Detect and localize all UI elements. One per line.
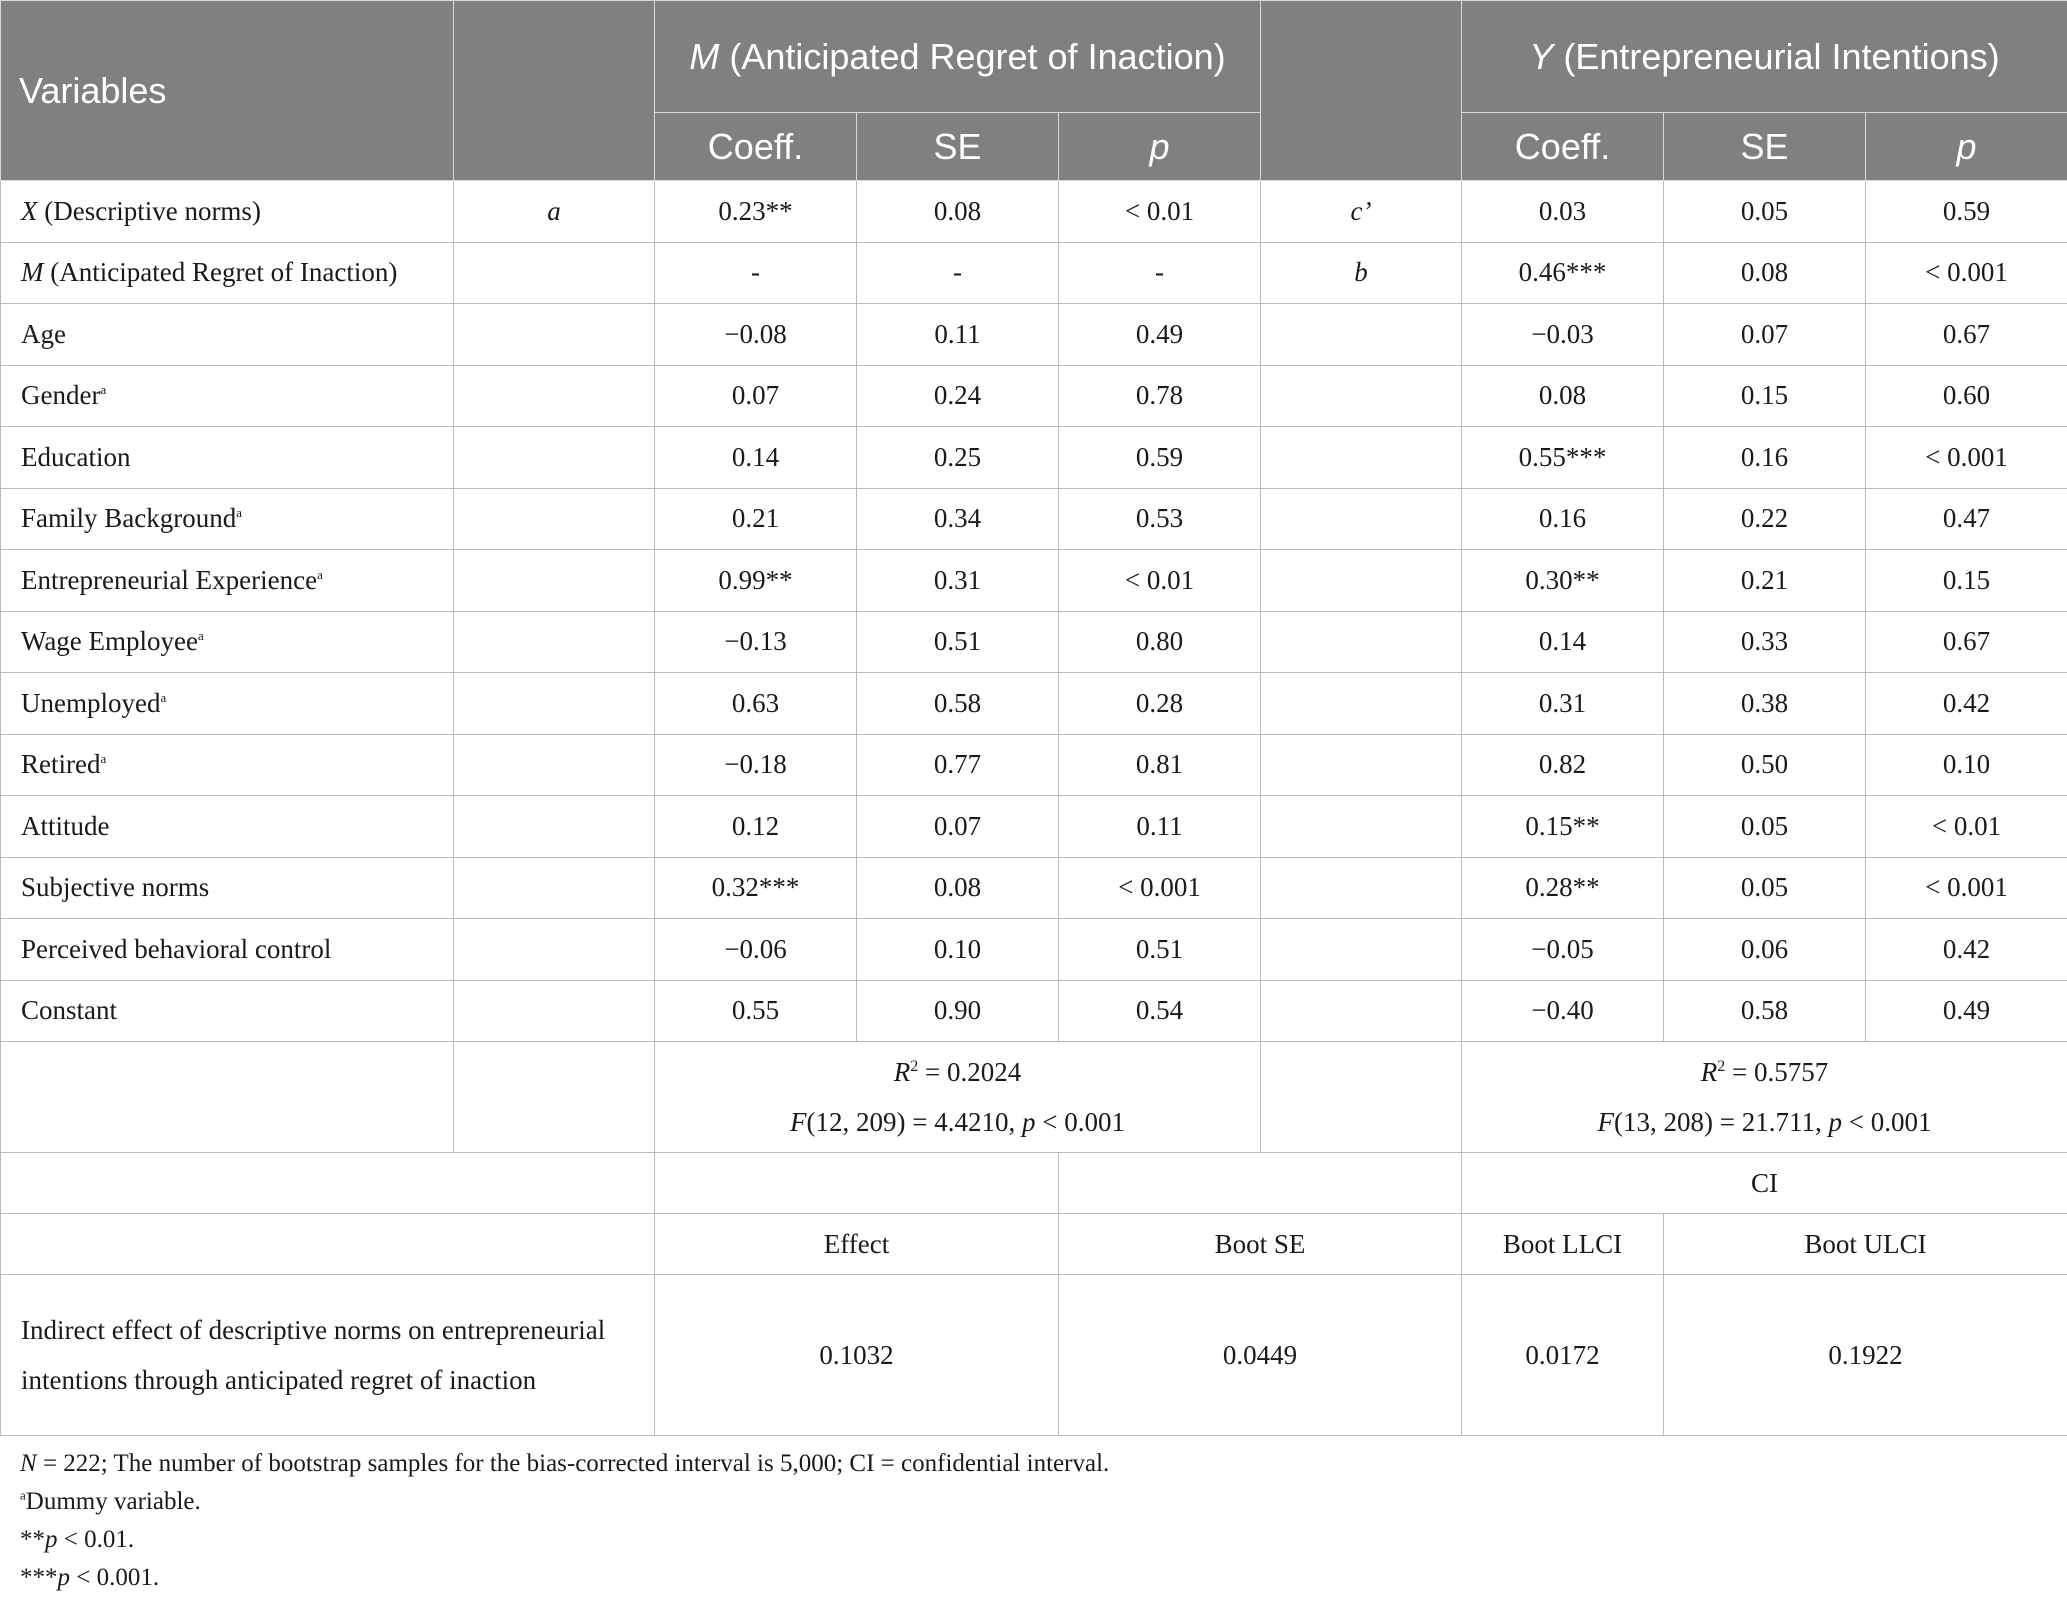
dummy-marker: a [236,505,243,521]
table-row [1,796,2067,858]
path-y-cell: c’ [1261,181,1462,243]
table-row [1,550,2067,612]
row-label-text: Wage Employee [21,626,199,657]
effect-header: Effect [655,1214,1059,1275]
m-se-cell: 0.58 [857,673,1059,735]
row-label-text: Family Background [21,503,237,534]
row-label [1,734,454,796]
m-p-cell: < 0.01 [1059,181,1261,243]
table-row [1,365,2067,427]
y-coeff-cell: 0.31 [1462,673,1664,735]
y-se-cell: 0.05 [1664,857,1866,919]
m-p-cell: 0.53 [1059,488,1261,550]
header-m-label: (Anticipated Regret of Inaction) [729,35,1226,77]
y-p-cell: 0.60 [1866,365,2067,427]
y-coeff-cell: 0.03 [1462,181,1664,243]
ci-header-row [1,1153,2067,1214]
y-coeff-cell: 0.46*** [1462,242,1664,304]
m-p-cell: < 0.01 [1059,550,1261,612]
y-coeff-cell: 0.55*** [1462,427,1664,489]
path-y-cell [1261,857,1462,919]
header-y-se: SE [1664,113,1866,181]
path-m-cell [454,304,655,366]
ci-blank-label [1,1153,655,1214]
table-row [1,673,2067,735]
y-p-cell: 0.42 [1866,919,2067,981]
dummy-marker: a [317,566,323,582]
row-label [1,365,454,427]
header-m-p: p [1059,113,1261,181]
y-p-cell: < 0.001 [1866,857,2067,919]
dummy-marker: a [160,689,167,705]
table-row [1,304,2067,366]
y-se-cell: 0.22 [1664,488,1866,550]
m-se-cell: 0.24 [857,365,1059,427]
path-m-cell [454,427,655,489]
m-se-cell: 0.07 [857,796,1059,858]
m-p-cell: 0.59 [1059,427,1261,489]
ci-blank-effect [655,1153,1059,1214]
note-p01: **p < 0.01. [20,1526,135,1553]
table-row [1,488,2067,550]
path-m-cell [454,857,655,919]
y-p-cell: 0.10 [1866,734,2067,796]
y-se-cell: 0.38 [1664,673,1866,735]
path-m-cell [454,796,655,858]
y-se-cell: 0.16 [1664,427,1866,489]
row-label [1,242,454,304]
m-p-cell: 0.54 [1059,980,1261,1042]
note-p001: ***p < 0.001. [20,1564,160,1591]
m-f-statistic: F(12, 209) = 4.4210, p < 0.001 [790,1107,1125,1137]
m-p-cell: 0.81 [1059,734,1261,796]
dummy-marker: a [100,382,107,398]
table-row [1,857,2067,919]
table-row [1,181,2067,243]
ci-blank-se [1059,1153,1462,1214]
m-se-cell: 0.10 [857,919,1059,981]
table-row [1,980,2067,1042]
y-p-cell: < 0.001 [1866,427,2067,489]
path-y-cell [1261,673,1462,735]
m-se-cell: 0.25 [857,427,1059,489]
path-m-cell [454,242,655,304]
m-p-cell: 0.51 [1059,919,1261,981]
row-label-text: (Anticipated Regret of Inaction) [50,257,398,288]
m-coeff-cell: −0.18 [655,734,857,796]
m-se-cell: 0.34 [857,488,1059,550]
path-y-cell [1261,796,1462,858]
header-m-se: SE [857,113,1059,181]
boot-se-value: 0.0449 [1059,1275,1462,1436]
y-se-cell: 0.08 [1664,242,1866,304]
m-se-cell: 0.08 [857,181,1059,243]
m-p-cell: - [1059,242,1261,304]
m-p-cell: 0.80 [1059,611,1261,673]
m-coeff-cell: 0.63 [655,673,857,735]
path-y-cell [1261,365,1462,427]
m-p-cell: < 0.001 [1059,857,1261,919]
y-p-cell: 0.15 [1866,550,2067,612]
table-row [1,734,2067,796]
indirect-effect-row [1,1275,2067,1436]
m-p-cell: 0.11 [1059,796,1261,858]
y-f-statistic: F(13, 208) = 21.711, p < 0.001 [1597,1107,1932,1137]
path-y-cell [1261,488,1462,550]
row-label [1,181,454,243]
header-y-label: (Entrepreneurial Intentions) [1563,35,2000,77]
m-coeff-cell: 0.12 [655,796,857,858]
path-y-cell [1261,550,1462,612]
header-m-letter: M [689,35,720,77]
header-y-coeff: Coeff. [1462,113,1664,181]
y-model-fit [1462,1042,2067,1153]
path-m-cell [454,980,655,1042]
y-coeff-cell: −0.40 [1462,980,1664,1042]
m-se-cell: 0.51 [857,611,1059,673]
table-row [1,242,2067,304]
path-m-cell [454,734,655,796]
boot-se-header: Boot SE [1059,1214,1462,1275]
m-coeff-cell: −0.08 [655,304,857,366]
path-y-cell [1261,734,1462,796]
row-label: Constant [1,980,454,1042]
row-label: Education [1,427,454,489]
y-coeff-cell: 0.16 [1462,488,1664,550]
table-notes [20,1445,2040,1597]
path-y-cell [1261,611,1462,673]
row-label: Perceived behavioral control [1,919,454,981]
y-coeff-cell: −0.03 [1462,304,1664,366]
y-p-cell: 0.47 [1866,488,2067,550]
m-coeff-cell: 0.55 [655,980,857,1042]
table-row [1,611,2067,673]
m-coeff-cell: 0.21 [655,488,857,550]
row-label-letter: X [21,195,38,226]
y-se-cell: 0.33 [1664,611,1866,673]
y-coeff-cell: 0.28** [1462,857,1664,919]
header-blank-path-m [454,1,655,181]
m-se-cell: 0.31 [857,550,1059,612]
path-m-cell [454,673,655,735]
m-coeff-cell: −0.06 [655,919,857,981]
m-coeff-cell: - [655,242,857,304]
row-label-text: (Descriptive norms) [44,195,261,226]
row-label: Subjective norms [1,857,454,919]
table-body [1,181,2067,1436]
path-m-cell [454,611,655,673]
y-se-cell: 0.15 [1664,365,1866,427]
m-coeff-cell: −0.13 [655,611,857,673]
table-row [1,919,2067,981]
header-m-group [655,1,1261,113]
y-p-cell: < 0.01 [1866,796,2067,858]
header-y-letter: Y [1529,35,1554,77]
indirect-header-row [1,1214,2067,1275]
y-se-cell: 0.05 [1664,796,1866,858]
y-se-cell: 0.50 [1664,734,1866,796]
y-p-cell: 0.59 [1866,181,2067,243]
row-label: Attitude [1,796,454,858]
m-p-cell: 0.78 [1059,365,1261,427]
row-label-text: Unemployed [21,687,161,718]
m-se-cell: 0.90 [857,980,1059,1042]
y-coeff-cell: 0.82 [1462,734,1664,796]
fit-blank-label [1,1042,454,1153]
row-label [1,611,454,673]
fit-blank-path-y [1261,1042,1462,1153]
boot-llci-value: 0.0172 [1462,1275,1664,1436]
header-m-coeff: Coeff. [655,113,857,181]
m-se-cell: 0.77 [857,734,1059,796]
row-label-text: Gender [21,380,101,411]
header-blank-path-y [1261,1,1462,181]
y-se-cell: 0.06 [1664,919,1866,981]
y-r-squared: $R^2 = 0.5757$ [1700,1057,1829,1087]
m-coeff-cell: 0.32*** [655,857,857,919]
path-m-cell [454,919,655,981]
effect-value: 0.1032 [655,1275,1059,1436]
m-p-cell: 0.28 [1059,673,1261,735]
y-coeff-cell: 0.15** [1462,796,1664,858]
y-coeff-cell: 0.30** [1462,550,1664,612]
path-m-cell [454,550,655,612]
path-y-cell [1261,427,1462,489]
path-m-cell: a [454,181,655,243]
m-coeff-cell: 0.14 [655,427,857,489]
path-y-cell: b [1261,242,1462,304]
table-header [1,1,2067,181]
row-label [1,550,454,612]
indirect-effect-label: Indirect effect of descriptive norms on entrepreneurial intentions through anticipated regret of inaction [1,1275,655,1436]
path-y-cell [1261,980,1462,1042]
table-row [1,427,2067,489]
y-p-cell: 0.67 [1866,304,2067,366]
note-sample-size: N = 222; The number of bootstrap samples for the bias-corrected interval is 5,000; CI = confidential interval. [20,1450,1110,1477]
row-label-letter: M [21,257,44,288]
m-coeff-cell: 0.23** [655,181,857,243]
m-coeff-cell: 0.07 [655,365,857,427]
row-label [1,673,454,735]
boot-ulci-header: Boot ULCI [1664,1214,2067,1275]
y-coeff-cell: −0.05 [1462,919,1664,981]
y-se-cell: 0.07 [1664,304,1866,366]
boot-llci-header: Boot LLCI [1462,1214,1664,1275]
note-dummy: $^a$Dummy variable. [20,1487,201,1515]
y-p-cell: 0.67 [1866,611,2067,673]
row-label: Age [1,304,454,366]
y-se-cell: 0.05 [1664,181,1866,243]
y-coeff-cell: 0.08 [1462,365,1664,427]
y-se-cell: 0.21 [1664,550,1866,612]
m-se-cell: 0.08 [857,857,1059,919]
m-model-fit [655,1042,1261,1153]
path-m-cell [454,488,655,550]
y-se-cell: 0.58 [1664,980,1866,1042]
y-p-cell: < 0.001 [1866,242,2067,304]
dummy-marker: a [100,751,107,767]
m-se-cell: - [857,242,1059,304]
row-label-text: Retired [21,749,101,780]
path-m-cell [454,365,655,427]
row-label-text: Entrepreneurial Experience [21,564,318,595]
header-variables: Variables [1,1,454,181]
path-y-cell [1261,304,1462,366]
ci-header: CI [1462,1153,2067,1214]
m-r-squared: $R^2 = 0.2024$ [893,1057,1022,1087]
y-coeff-cell: 0.14 [1462,611,1664,673]
m-coeff-cell: 0.99** [655,550,857,612]
path-y-cell [1261,919,1462,981]
m-p-cell: 0.49 [1059,304,1261,366]
fit-blank-path-m [454,1042,655,1153]
indirect-header-blank [1,1214,655,1275]
row-label [1,488,454,550]
model-fit-row [1,1042,2067,1153]
boot-ulci-value: 0.1922 [1664,1275,2067,1436]
y-p-cell: 0.42 [1866,673,2067,735]
header-y-group [1462,1,2067,113]
m-se-cell: 0.11 [857,304,1059,366]
y-p-cell: 0.49 [1866,980,2067,1042]
dummy-marker: a [198,628,204,644]
header-y-p: p [1866,113,2067,181]
